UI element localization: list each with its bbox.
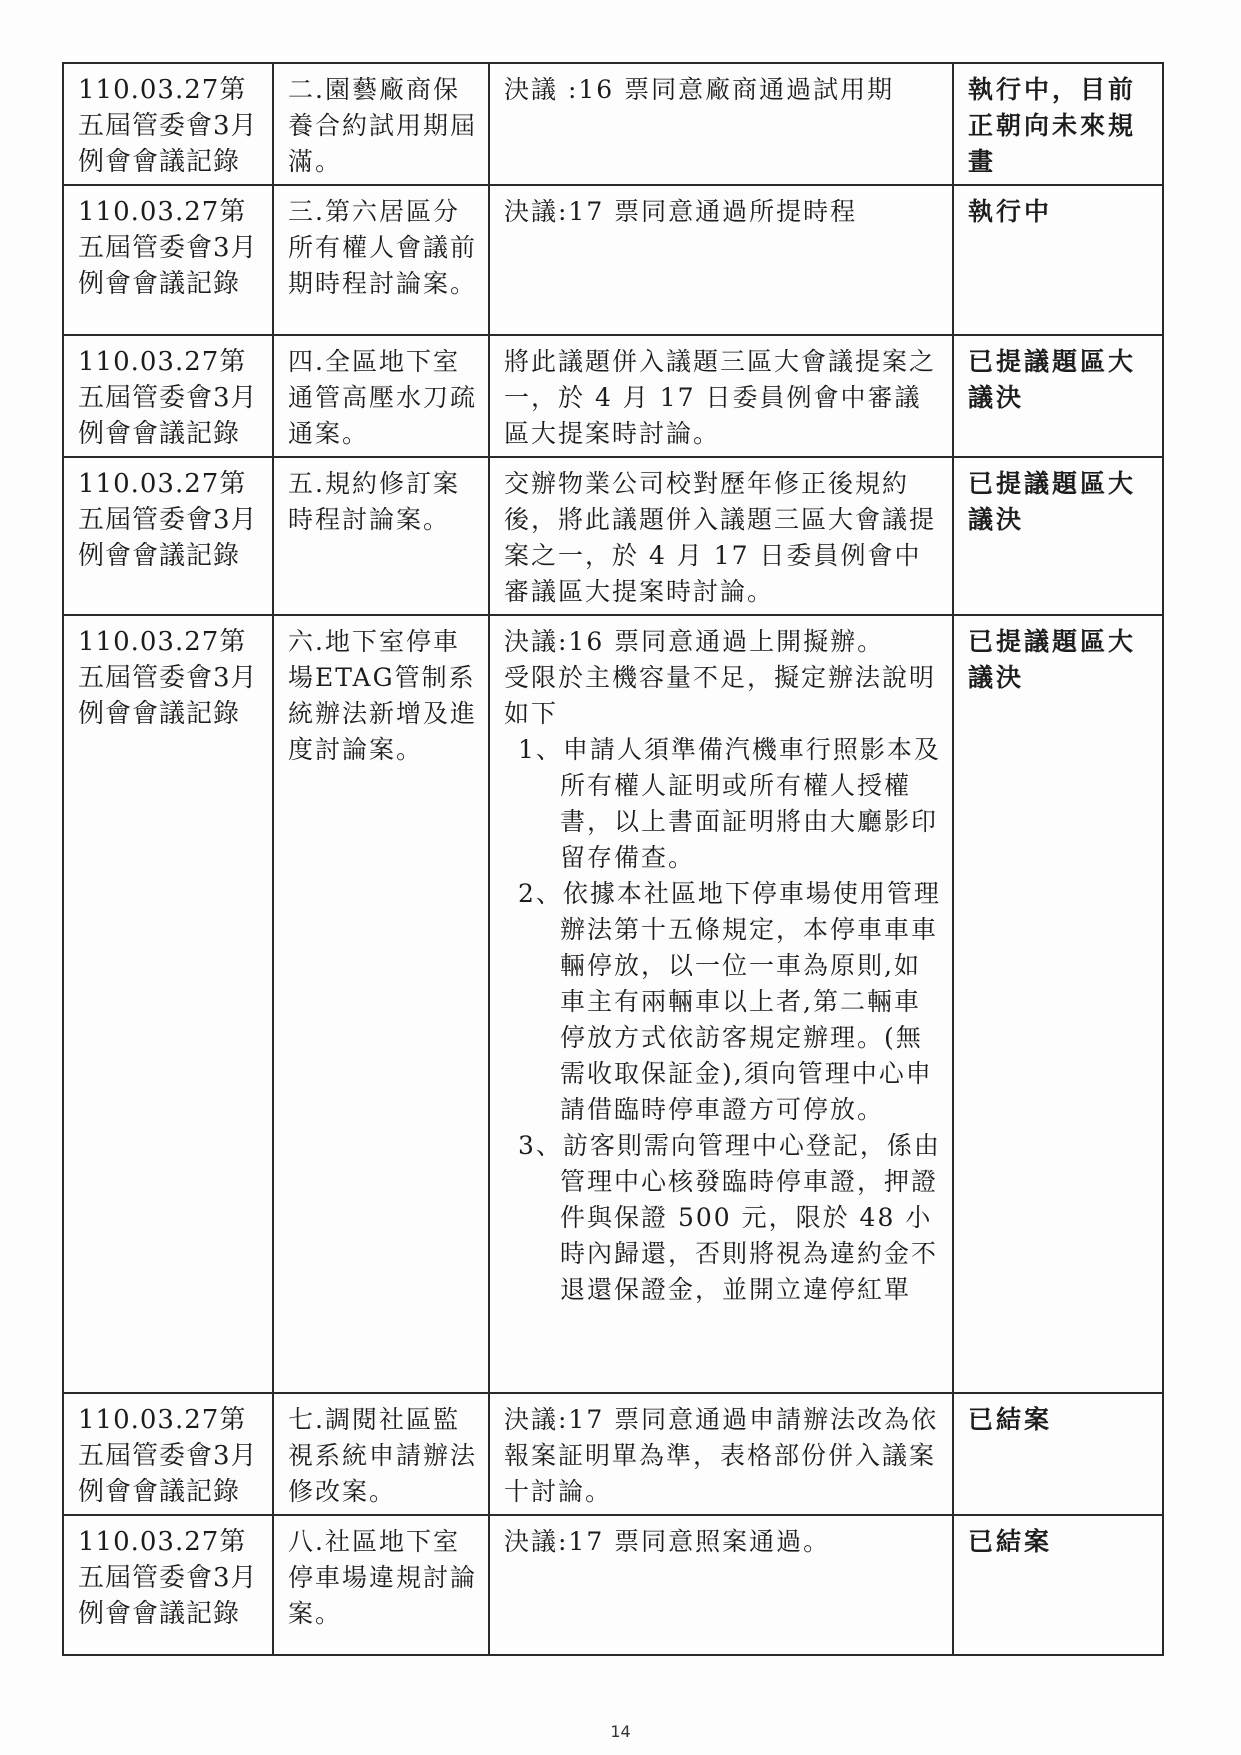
decision-item: 2、依據本社區地下停車場使用管理辦法第十五條規定，本停車車車輛停放，以一位一車為原則,如車主有兩輛車以上者,第二輛車停放方式依訪客規定辦理。(無需收取保証金),須向管理中心申請借臨時停車證方可停放。	[518, 879, 941, 1124]
status-text: 執行中，目前正朝向未來規畫	[953, 63, 1163, 185]
agenda-topic: 六.地下室停車場ETAG管制系統辦法新增及進度討論案。	[273, 615, 489, 1393]
decision-text: 將此議題併入議題三區大會議提案之一，於 4 月 17 日委員例會中審議區大提案時討論。	[489, 335, 953, 457]
decision-text: 決議:17 票同意通過所提時程	[489, 185, 953, 335]
decision-item: 1、申請人須準備汽機車行照影本及所有權人証明或所有權人授權書，以上書面証明將由大廳影印留存備查。	[518, 735, 941, 872]
minutes-table	[62, 62, 1164, 1656]
meeting-source: 110.03.27第五屆管委會3月例會會議記錄	[63, 1515, 273, 1655]
meeting-source: 110.03.27第五屆管委會3月例會會議記錄	[63, 1393, 273, 1515]
decision-text: 決議 :16 票同意廠商通過試用期	[489, 63, 953, 185]
table-row	[63, 63, 1163, 185]
meeting-source: 110.03.27第五屆管委會3月例會會議記錄	[63, 457, 273, 615]
decision-item: 3、訪客則需向管理中心登記，係由 管理中心核發臨時停車證，押證件與保證 500 元，限於 48 小時內歸還，否則將視為違約金不退還保證金，並開立違停紅單	[518, 1131, 941, 1304]
status-text: 已結案	[953, 1393, 1163, 1515]
status-text: 已提議題區大議決	[953, 615, 1163, 1393]
status-text: 已結案	[953, 1515, 1163, 1655]
agenda-topic: 七.調閱社區監視系統申請辦法修改案。	[273, 1393, 489, 1515]
decision-text: 決議:17 票同意通過申請辦法改為依報案証明單為準，表格部份併入議案十討論。	[489, 1393, 953, 1515]
meeting-source: 110.03.27第五屆管委會3月例會會議記錄	[63, 63, 273, 185]
agenda-topic: 五.規約修訂案時程討論案。	[273, 457, 489, 615]
meeting-source: 110.03.27第五屆管委會3月例會會議記錄	[63, 185, 273, 335]
table-row	[63, 185, 1163, 335]
status-text: 執行中	[953, 185, 1163, 335]
status-text: 已提議題區大議決	[953, 457, 1163, 615]
table-row	[63, 335, 1163, 457]
meeting-source: 110.03.27第五屆管委會3月例會會議記錄	[63, 615, 273, 1393]
table-row	[63, 615, 1163, 1393]
decision-intro: 受限於主機容量不足，擬定辦法說明如下	[504, 663, 937, 728]
decision-text: 交辦物業公司校對歷年修正後規約後，將此議題併入議題三區大會議提案之一，於 4 月 17 日委員例會中審議區大提案時討論。	[489, 457, 953, 615]
decision-text: 決議:17 票同意照案通過。	[489, 1515, 953, 1655]
agenda-topic: 二.園藝廠商保養合約試用期屆滿。	[273, 63, 489, 185]
decision-text: 決議:16 票同意通過上開擬辦。	[504, 627, 885, 656]
status-text: 已提議題區大議決	[953, 335, 1163, 457]
agenda-topic: 三.第六居區分所有權人會議前期時程討論案。	[273, 185, 489, 335]
meeting-source: 110.03.27第五屆管委會3月例會會議記錄	[63, 335, 273, 457]
table-row	[63, 1393, 1163, 1515]
page-number: 14	[610, 1722, 631, 1741]
decision-cell	[489, 615, 953, 1393]
agenda-topic: 四.全區地下室通管高壓水刀疏通案。	[273, 335, 489, 457]
agenda-topic: 八.社區地下室停車場違規討論案。	[273, 1515, 489, 1655]
table-row	[63, 1515, 1163, 1655]
table-row	[63, 457, 1163, 615]
